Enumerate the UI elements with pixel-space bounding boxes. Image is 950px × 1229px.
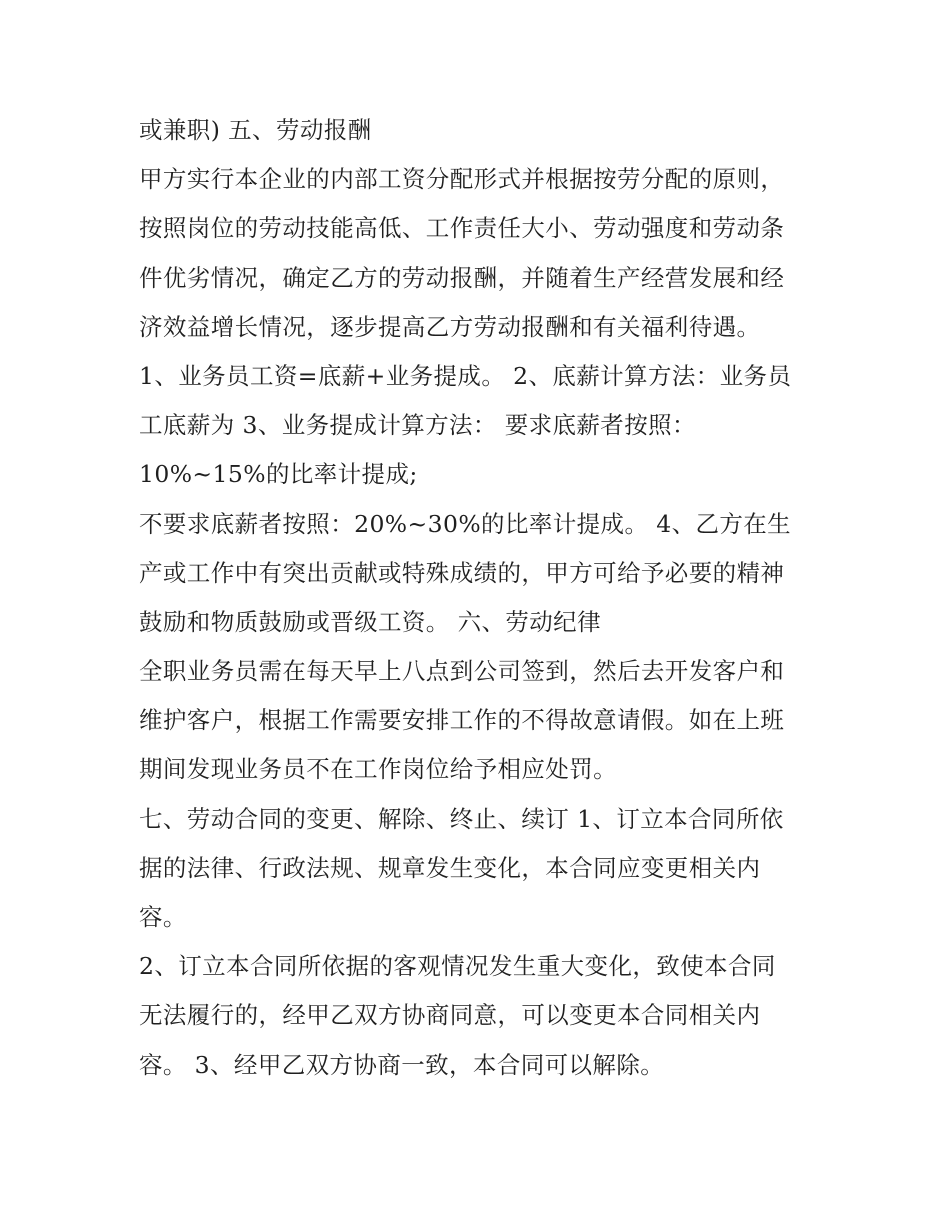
text-line: 工底薪为 3、业务提成计算方法： 要求底薪者按照：	[139, 411, 696, 440]
text-line: 按照岗位的劳动技能高低、工作责任大小、劳动强度和劳动条	[139, 214, 785, 243]
text-line: 10%~15%的比率计提成;	[139, 460, 418, 489]
text-line: 容。 3、经甲乙双方协商一致，本合同可以解除。	[139, 1050, 665, 1079]
text-line: 七、劳动合同的变更、解除、终止、续订 1、订立本合同所依	[139, 804, 784, 833]
text-line: 期间发现业务员不在工作岗位给予相应处罚。	[139, 755, 617, 784]
text-line: 维护客户，根据工作需要安排工作的不得故意请假。如在上班	[139, 706, 785, 735]
text-line: 2、订立本合同所依据的客观情况发生重大变化，致使本合同	[139, 952, 776, 981]
text-line: 济效益增长情况，逐步提高乙方劳动报酬和有关福利待遇。	[139, 312, 761, 341]
text-line: 1、业务员工资=底薪+业务提成。 2、底薪计算方法：业务员	[139, 361, 792, 390]
text-line: 件优劣情况，确定乙方的劳动报酬，并随着生产经营发展和经	[139, 263, 785, 292]
text-line: 据的法律、行政法规、规章发生变化，本合同应变更相关内	[139, 853, 761, 882]
document-body	[139, 106, 819, 1090]
text-line: 容。	[139, 903, 187, 931]
text-line: 不要求底薪者按照：20%~30%的比率计提成。 4、乙方在生	[139, 509, 792, 538]
text-line: 甲方实行本企业的内部工资分配形式并根据按劳分配的原则，	[139, 165, 785, 194]
text-line: 或兼职) 五、劳动报酬	[139, 116, 372, 144]
text-line: 无法履行的，经甲乙双方协商同意，可以变更本合同相关内	[139, 1001, 761, 1030]
text-line: 产或工作中有突出贡献或特殊成绩的，甲方可给予必要的精神	[139, 558, 785, 587]
text-line: 鼓励和物质鼓励或晋级工资。 六、劳动纪律	[139, 607, 601, 636]
text-line: 全职业务员需在每天早上八点到公司签到，然后去开发客户和	[139, 657, 785, 686]
